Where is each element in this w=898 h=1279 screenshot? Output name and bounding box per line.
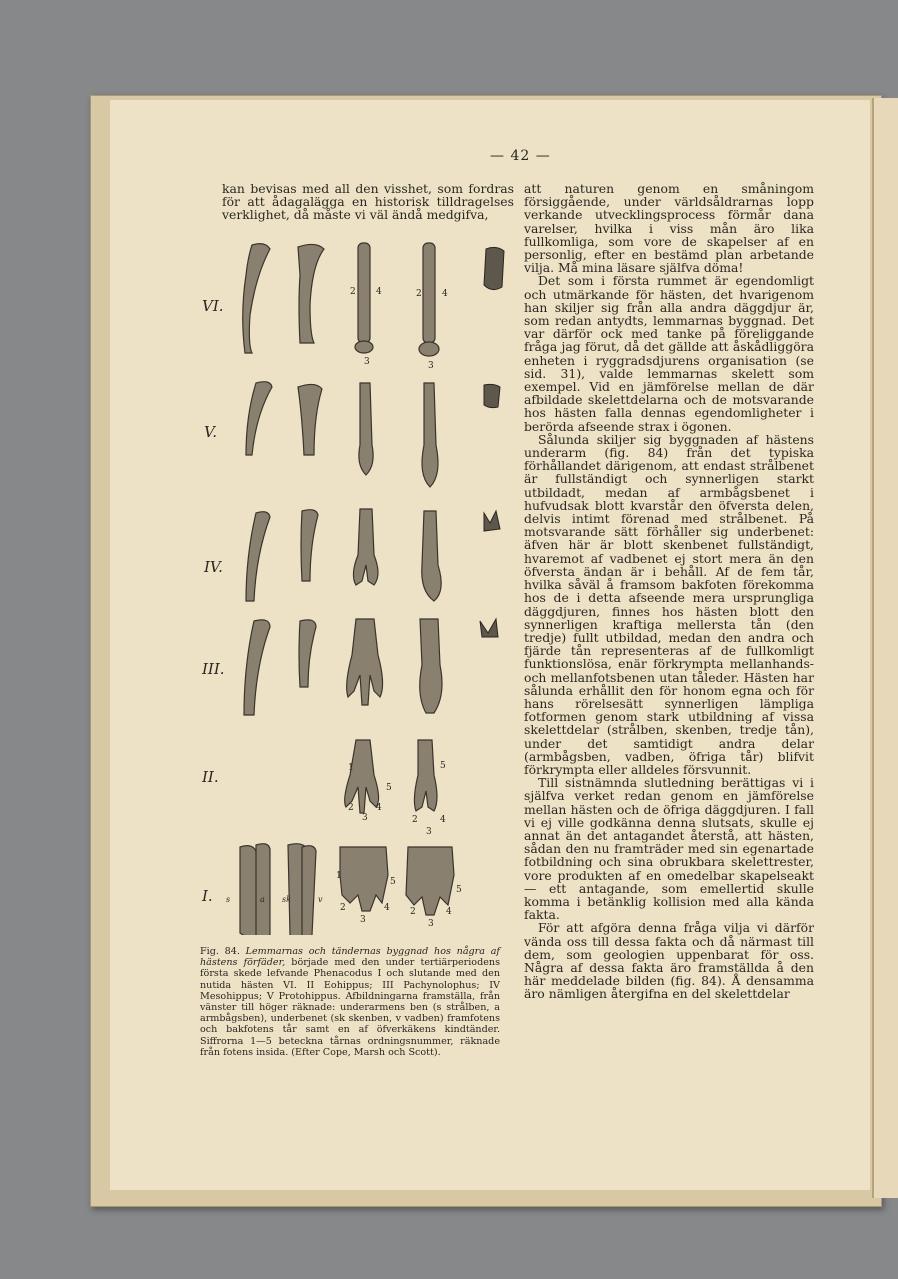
row-ii-bones [345,740,437,813]
figure-caption [200,946,500,1058]
row-v-bones [246,382,500,487]
digit-label: 2 [340,903,346,913]
bone-letter: sk [282,895,291,904]
digit-label: 5 [456,885,462,895]
digit-label: 4 [446,907,452,917]
digit-label: 4 [384,903,390,913]
digit-label: 4 [442,289,448,299]
right-column [524,182,814,1001]
row-label-vi: VI. [202,297,224,315]
row-label-v: V. [204,423,217,441]
digit-label: 3 [426,827,432,837]
digit-label: 2 [410,907,416,917]
digit-label: 4 [376,803,382,813]
right-paragraph-3: Sålunda skiljer sig byggnaden af hästens underarm (fig. 84) från det typiska förhållandet därigenom, att endast strålbenet är fullständigt och synnerligen starkt utbildadt, medan af armbågsbenet i hufvudsak blott kvarstår den öfversta delen, delvis intimt förenad med strålbenet. På motsvarande sätt förhåller sig underbenet: äfven här är blott skenbenet fullständigt, hvaremot af vadbenet ej stort mera än den öfversta ändan är i behåll. Af de fem tår, hvilka såväl å framsom bakfoten förekomma hos de i detta afseende mera ursprungliga däggdjuren, finnes hos hästen blott den synnerligen kraftiga mellersta tån (den tredje) fullt utbildad, medan den andra och fjärde tån representeras af de fullkomligt funktionslösa, enär förkrympta mellanhands- och mellanfotsbenen utan tåleder. Hästen har sålunda erhållit den för honom egna och för hans rörelsesätt synnerligen lämpliga fotformen genom stark utbildning af vissa skelettdelar (strålben, skenben, tredje tån), under det samtidigt andra delar (armbågsben, vadben, öfriga tår) blifvit förkrympta eller alldeles försvunnit. [524,431,814,777]
digit-label: 3 [362,813,368,823]
digit-label: 2 [350,287,356,297]
right-paragraph-1: att naturen genom en småningom försiggående, under världsåldrarnas lopp verkande utvecklingsprocess förmår dana varelser, hvilka i viss mån äro lika fullkomliga, som vore de skapelser af en personlig, efter en bestämd plan arbetande vilja. Må mina läsare själfva döma! [524,181,814,276]
bone-letter: a [260,895,265,904]
right-paragraph-2: Det som i första rummet är egendomligt och utmärkande för hästen, det hvarigenom han skiljer sig från alla andra däggdjur är, som redan antydts, lemmarnas byggnad. Det var därför ock med tanke på föreliggande fråga jag förut, då det gällde att åskådliggöra enheten i ryggradsdjurens organisation (se sid. 31), valde lemmarnas skelett som exempel. Vid en jämförelse mellan de där afbildade skelettdelarna och de motsvarande hos hästen falla dennas egendomligheter i berörda afseende strax i ögonen. [524,273,814,434]
caption-body: började med den under tertiärperiodens första skede lefvande Phenacodus I och slutande med den nutida hästen VI. II Eohippus; III Pachynolophus; IV Mesohippus; V Protohippus. Afbildningarna framställa, från vänster till höger räknade: underarmens ben (s strålben, a armbågsben), underbenet (sk skenben, v vadben) framfotens och bakfotens tår samt en af öfverkäkens kindtänder. Siffrorna 1—5 beteckna tårnas ordningsnummer, räknade från fotens insida. (Efter Cope, Marsh och Scott). [200,957,500,1058]
digit-label: 5 [386,783,392,793]
row-i-bones [240,844,454,935]
left-column-text: kan bevisas med all den visshet, som fordras för att ådagalägga en historisk tilldragelses verklighet, då måste vi väl ändå medgifva, [222,181,514,223]
digit-label: 2 [348,803,354,813]
row-label-iii: III. [202,660,225,678]
digit-label: 3 [428,919,434,929]
digit-label: 4 [440,815,446,825]
digit-label: 5 [440,761,446,771]
bone-letter: v [318,895,323,904]
digit-label: 4 [376,287,382,297]
page-number: — 42 — [490,148,551,164]
right-paragraph-5: För att afgöra denna fråga vilja vi därför vända oss till dessa fakta och då närmast till dem, som geologien uppenbarat för oss. Några af dessa fakta äro framställda å den här meddelade bilden (fig. 84). Å densamma äro nämligen återgifna en del skelettdelar [524,920,814,1002]
right-paragraph-4: Till sistnämnda slutledning berättigas vi i själfva verket redan genom en jämförelse mellan hästen och de öfriga däggdjuren. I fall vi ej ville godkänna denna slutsats, skulle ej annat än det antagandet återstå, att hästen, sådan den nu framträder med sin egenartade fotbildning och sina obrukbara skelettrester, vore produkten af en omedelbar skapelseakt — ett antagande, som emellertid skulle komma i betänklig kollision med alla kända fakta. [524,775,814,923]
bone-illustrations [190,235,520,935]
row-iv-bones [246,509,500,601]
digit-label: 1 [336,871,342,881]
row-label-iv: IV. [204,558,223,576]
left-column [222,182,514,222]
digit-label: 2 [412,815,418,825]
digit-label: 5 [390,877,396,887]
digit-label: 3 [360,915,366,925]
digit-label: 3 [364,357,370,367]
next-page-edge [872,98,898,1198]
digit-label: 3 [428,361,434,371]
figure-84 [190,235,520,935]
row-iii-bones [244,619,498,715]
row-label-ii: II. [202,768,219,786]
row-label-i: I. [202,887,213,905]
digit-label: 2 [416,289,422,299]
caption-title: Lemmarnas och tändernas byggnad hos några af hästens förfäder, [200,946,500,969]
bone-letter: s [226,895,231,904]
row-vi-bones [243,243,504,356]
caption-fig-label: Fig. 84. [200,946,240,957]
digit-label: 1 [348,763,354,773]
